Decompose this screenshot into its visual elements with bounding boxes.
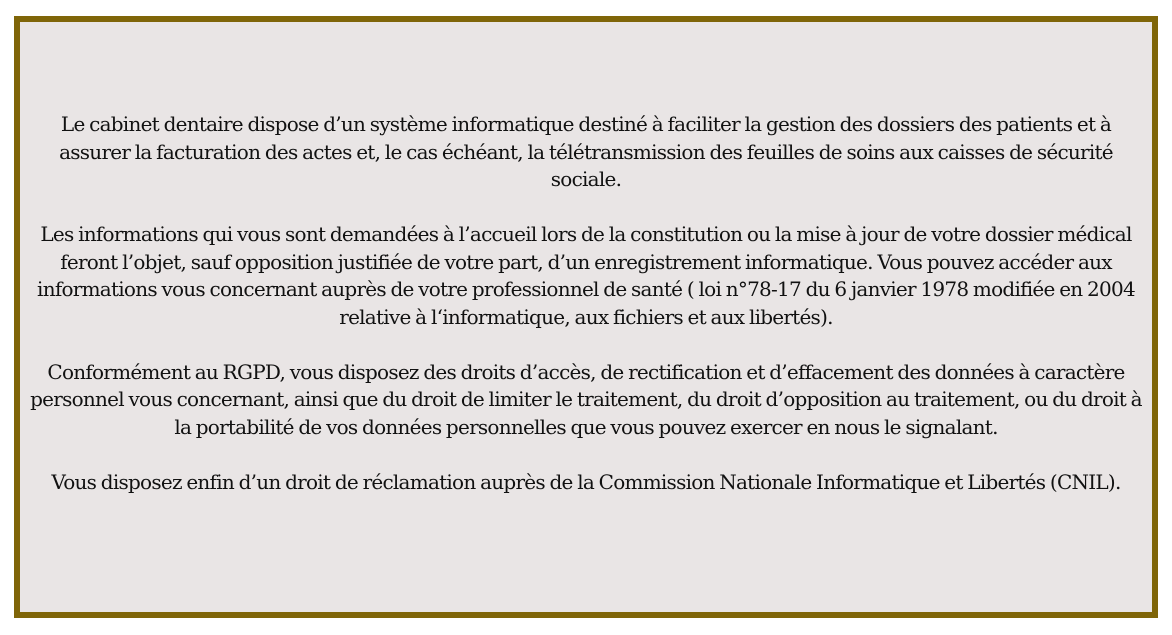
paragraph-data-processing: Le cabinet dentaire dispose d’un système informatique destiné à faciliter la gestion des dossiers des patients et à assurer la facturation des actes et, le cas échéant, la télétransmission des feuilles de soins aux caisses de sécurité sociale. [59, 112, 1113, 191]
paragraph-gdpr-rights: Conformément au RGPD, vous disposez des droits d’accès, de rectification et d’effacement des données à caractère personnel vous concernant, ainsi que du droit de limiter le traitement, du droit d’opposition au traitement, ou du droit à la portabilité de vos données personnelles que vous pouvez exercer en nous le signalant. [30, 359, 1142, 439]
privacy-notice-frame [14, 16, 1158, 618]
paragraph-cnil-complaint: Vous disposez enfin d’un droit de réclamation auprès de la Commission Nationale Informatique et Libertés (CNIL). [51, 469, 1121, 494]
privacy-notice-text [30, 111, 1142, 496]
paragraph-information-collection: Les informations qui vous sont demandées à l’accueil lors de la constitution ou la mise à jour de votre dossier médical feront l’objet, sauf opposition justifiée de votre part, d’un enregistrement informatique. Vous pouvez accéder aux informations vous concernant auprès de votre professionnel de santé ( loi n°78-17 du 6 janvier 1978 modifiée en 2004 relative à l‘informatique, aux fichiers et aux libertés). [37, 222, 1135, 329]
